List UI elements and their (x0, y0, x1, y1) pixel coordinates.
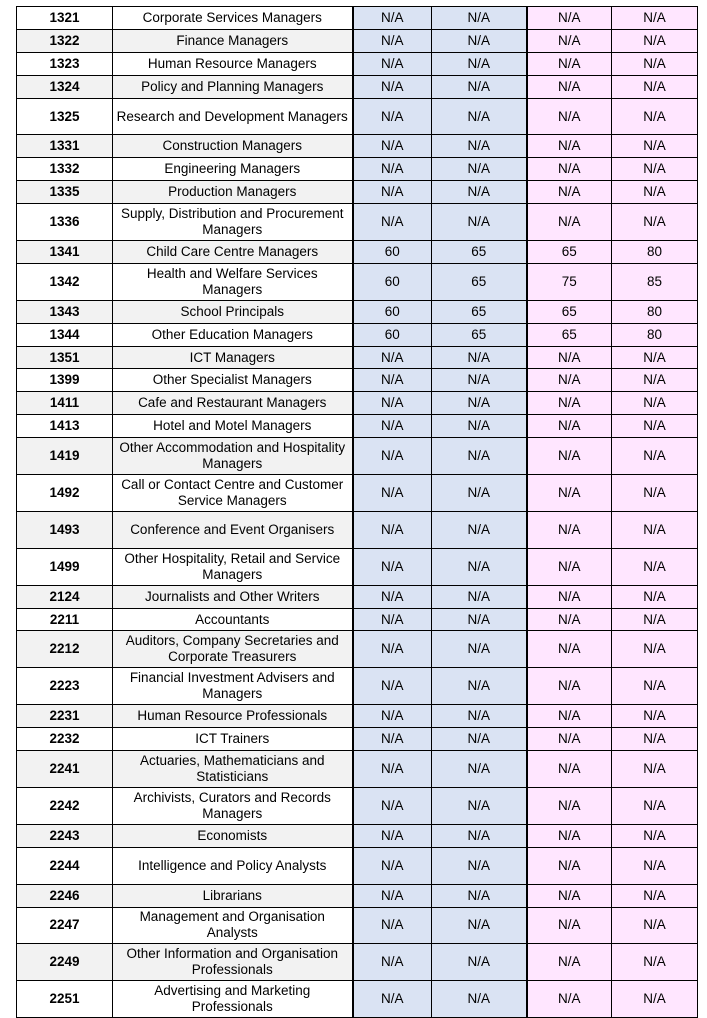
value-cell-2: N/A (432, 907, 527, 944)
occupation-code: 1324 (17, 75, 113, 98)
value-cell-4: N/A (612, 631, 698, 668)
value-cell-1: N/A (353, 751, 432, 788)
value-cell-3: N/A (527, 52, 612, 75)
occupation-code: 1322 (17, 29, 113, 52)
value-cell-1: N/A (353, 907, 432, 944)
value-cell-4: N/A (612, 944, 698, 981)
value-cell-2: 65 (432, 263, 527, 300)
value-cell-1: N/A (353, 884, 432, 907)
value-cell-1: 60 (353, 263, 432, 300)
value-cell-3: N/A (527, 204, 612, 241)
occupation-name: Child Care Centre Managers (113, 241, 353, 264)
value-cell-2: N/A (432, 787, 527, 824)
value-cell-4: N/A (612, 98, 698, 135)
value-cell-4: N/A (612, 548, 698, 585)
occupation-name: Financial Investment Advisers and Managers (113, 668, 353, 705)
value-cell-1: N/A (353, 728, 432, 751)
occupation-name: Production Managers (113, 181, 353, 204)
value-cell-4: N/A (612, 728, 698, 751)
value-cell-4: N/A (612, 346, 698, 369)
occupation-code: 2243 (17, 824, 113, 847)
occupation-code: 2249 (17, 944, 113, 981)
occupation-name: School Principals (113, 300, 353, 323)
value-cell-3: N/A (527, 907, 612, 944)
occupation-name: Economists (113, 824, 353, 847)
occupation-name: Human Resource Professionals (113, 705, 353, 728)
occupation-code: 2232 (17, 728, 113, 751)
value-cell-4: N/A (612, 847, 698, 884)
occupation-table (16, 6, 698, 1018)
table-row (17, 52, 698, 75)
table-row (17, 438, 698, 475)
occupation-code: 2212 (17, 631, 113, 668)
value-cell-4: N/A (612, 415, 698, 438)
value-cell-3: N/A (527, 475, 612, 512)
table-row (17, 75, 698, 98)
occupation-name: Construction Managers (113, 135, 353, 158)
value-cell-3: N/A (527, 29, 612, 52)
value-cell-4: 80 (612, 323, 698, 346)
value-cell-1: N/A (353, 608, 432, 631)
table-row (17, 98, 698, 135)
value-cell-2: N/A (432, 585, 527, 608)
value-cell-1: N/A (353, 631, 432, 668)
value-cell-2: N/A (432, 728, 527, 751)
value-cell-2: N/A (432, 52, 527, 75)
occupation-code: 1331 (17, 135, 113, 158)
occupation-name: ICT Trainers (113, 728, 353, 751)
occupation-code: 1499 (17, 548, 113, 585)
value-cell-2: N/A (432, 705, 527, 728)
value-cell-2: N/A (432, 608, 527, 631)
table-row (17, 705, 698, 728)
value-cell-3: N/A (527, 158, 612, 181)
value-cell-3: N/A (527, 511, 612, 548)
value-cell-3: 75 (527, 263, 612, 300)
value-cell-3: N/A (527, 135, 612, 158)
value-cell-2: N/A (432, 511, 527, 548)
occupation-name: Health and Welfare Services Managers (113, 263, 353, 300)
value-cell-4: N/A (612, 158, 698, 181)
value-cell-1: N/A (353, 29, 432, 52)
value-cell-4: N/A (612, 981, 698, 1018)
value-cell-3: 65 (527, 323, 612, 346)
value-cell-3: N/A (527, 392, 612, 415)
occupation-code: 2211 (17, 608, 113, 631)
occupation-name: Other Information and Organisation Professionals (113, 944, 353, 981)
value-cell-2: N/A (432, 415, 527, 438)
occupation-code: 1342 (17, 263, 113, 300)
table-row (17, 29, 698, 52)
value-cell-3: N/A (527, 608, 612, 631)
occupation-code: 2244 (17, 847, 113, 884)
value-cell-2: 65 (432, 323, 527, 346)
value-cell-4: N/A (612, 705, 698, 728)
table-row (17, 548, 698, 585)
value-cell-2: 65 (432, 241, 527, 264)
value-cell-1: N/A (353, 787, 432, 824)
occupation-code: 1419 (17, 438, 113, 475)
value-cell-4: 80 (612, 241, 698, 264)
value-cell-3: N/A (527, 7, 612, 30)
value-cell-3: N/A (527, 631, 612, 668)
value-cell-4: N/A (612, 135, 698, 158)
table-row (17, 585, 698, 608)
occupation-name: Corporate Services Managers (113, 7, 353, 30)
value-cell-3: N/A (527, 438, 612, 475)
table-row (17, 944, 698, 981)
table-row (17, 158, 698, 181)
occupation-code: 1411 (17, 392, 113, 415)
value-cell-4: N/A (612, 438, 698, 475)
table-row (17, 415, 698, 438)
occupation-name: Engineering Managers (113, 158, 353, 181)
value-cell-3: N/A (527, 668, 612, 705)
occupation-name: Journalists and Other Writers (113, 585, 353, 608)
value-cell-1: N/A (353, 705, 432, 728)
value-cell-3: N/A (527, 181, 612, 204)
table-row (17, 204, 698, 241)
value-cell-4: N/A (612, 511, 698, 548)
value-cell-1: N/A (353, 438, 432, 475)
occupation-name: Human Resource Managers (113, 52, 353, 75)
value-cell-1: N/A (353, 135, 432, 158)
table-row (17, 668, 698, 705)
occupation-code: 2246 (17, 884, 113, 907)
value-cell-2: N/A (432, 369, 527, 392)
value-cell-3: N/A (527, 98, 612, 135)
occupation-name: Advertising and Marketing Professionals (113, 981, 353, 1018)
value-cell-1: N/A (353, 668, 432, 705)
value-cell-3: N/A (527, 369, 612, 392)
value-cell-1: N/A (353, 981, 432, 1018)
value-cell-1: 60 (353, 300, 432, 323)
value-cell-4: N/A (612, 907, 698, 944)
value-cell-1: N/A (353, 548, 432, 585)
value-cell-2: N/A (432, 7, 527, 30)
table-row (17, 300, 698, 323)
occupation-code: 2124 (17, 585, 113, 608)
value-cell-1: N/A (353, 511, 432, 548)
value-cell-2: N/A (432, 884, 527, 907)
occupation-name: Actuaries, Mathematicians and Statisticians (113, 751, 353, 788)
value-cell-2: N/A (432, 668, 527, 705)
table-row (17, 751, 698, 788)
occupation-name: Accountants (113, 608, 353, 631)
occupation-code: 1335 (17, 181, 113, 204)
value-cell-1: N/A (353, 824, 432, 847)
table-row (17, 511, 698, 548)
table-row (17, 181, 698, 204)
table-row (17, 241, 698, 264)
value-cell-2: N/A (432, 944, 527, 981)
value-cell-4: 80 (612, 300, 698, 323)
value-cell-2: N/A (432, 29, 527, 52)
table-row (17, 475, 698, 512)
value-cell-4: 85 (612, 263, 698, 300)
occupation-name: Other Education Managers (113, 323, 353, 346)
value-cell-2: N/A (432, 475, 527, 512)
occupation-name: Policy and Planning Managers (113, 75, 353, 98)
value-cell-4: N/A (612, 181, 698, 204)
value-cell-1: N/A (353, 415, 432, 438)
occupation-name: Finance Managers (113, 29, 353, 52)
value-cell-3: N/A (527, 346, 612, 369)
value-cell-3: N/A (527, 884, 612, 907)
occupation-code: 1323 (17, 52, 113, 75)
value-cell-2: N/A (432, 346, 527, 369)
value-cell-3: N/A (527, 415, 612, 438)
table-row (17, 135, 698, 158)
value-cell-1: 60 (353, 241, 432, 264)
value-cell-1: N/A (353, 7, 432, 30)
value-cell-4: N/A (612, 392, 698, 415)
value-cell-2: N/A (432, 548, 527, 585)
value-cell-2: N/A (432, 75, 527, 98)
value-cell-1: N/A (353, 204, 432, 241)
value-cell-1: N/A (353, 475, 432, 512)
value-cell-1: N/A (353, 181, 432, 204)
value-cell-2: N/A (432, 751, 527, 788)
occupation-code: 2242 (17, 787, 113, 824)
occupation-code: 2231 (17, 705, 113, 728)
value-cell-1: N/A (353, 392, 432, 415)
value-cell-3: 65 (527, 241, 612, 264)
occupation-code: 1351 (17, 346, 113, 369)
value-cell-4: N/A (612, 204, 698, 241)
occupation-code: 1332 (17, 158, 113, 181)
occupation-name: Intelligence and Policy Analysts (113, 847, 353, 884)
value-cell-3: N/A (527, 728, 612, 751)
occupation-code: 1336 (17, 204, 113, 241)
value-cell-2: N/A (432, 204, 527, 241)
value-cell-3: N/A (527, 751, 612, 788)
occupation-code: 1325 (17, 98, 113, 135)
occupation-code: 1343 (17, 300, 113, 323)
occupation-code: 2247 (17, 907, 113, 944)
value-cell-2: N/A (432, 631, 527, 668)
value-cell-4: N/A (612, 585, 698, 608)
value-cell-2: 65 (432, 300, 527, 323)
value-cell-4: N/A (612, 369, 698, 392)
value-cell-2: N/A (432, 824, 527, 847)
occupation-name: Other Hospitality, Retail and Service Managers (113, 548, 353, 585)
value-cell-2: N/A (432, 438, 527, 475)
occupation-code: 1493 (17, 511, 113, 548)
value-cell-4: N/A (612, 52, 698, 75)
value-cell-4: N/A (612, 608, 698, 631)
value-cell-1: N/A (353, 847, 432, 884)
value-cell-3: N/A (527, 585, 612, 608)
occupation-name: Call or Contact Centre and Customer Service Managers (113, 475, 353, 512)
occupation-name: Cafe and Restaurant Managers (113, 392, 353, 415)
value-cell-1: N/A (353, 98, 432, 135)
value-cell-2: N/A (432, 181, 527, 204)
value-cell-2: N/A (432, 392, 527, 415)
occupation-name: Research and Development Managers (113, 98, 353, 135)
table-row (17, 392, 698, 415)
value-cell-2: N/A (432, 135, 527, 158)
table-row (17, 631, 698, 668)
value-cell-4: N/A (612, 787, 698, 824)
value-cell-1: N/A (353, 585, 432, 608)
table-row (17, 608, 698, 631)
value-cell-1: N/A (353, 369, 432, 392)
value-cell-4: N/A (612, 751, 698, 788)
value-cell-1: N/A (353, 158, 432, 181)
occupation-name: Hotel and Motel Managers (113, 415, 353, 438)
table-row (17, 884, 698, 907)
occupation-code: 1399 (17, 369, 113, 392)
occupation-code: 1321 (17, 7, 113, 30)
occupation-name: Librarians (113, 884, 353, 907)
value-cell-3: N/A (527, 548, 612, 585)
value-cell-4: N/A (612, 75, 698, 98)
value-cell-1: N/A (353, 75, 432, 98)
value-cell-3: N/A (527, 824, 612, 847)
value-cell-3: 65 (527, 300, 612, 323)
occupation-code: 1413 (17, 415, 113, 438)
occupation-name: Management and Organisation Analysts (113, 907, 353, 944)
value-cell-2: N/A (432, 847, 527, 884)
value-cell-1: 60 (353, 323, 432, 346)
table-row (17, 787, 698, 824)
occupation-name: Conference and Event Organisers (113, 511, 353, 548)
value-cell-1: N/A (353, 944, 432, 981)
occupation-code: 1341 (17, 241, 113, 264)
value-cell-2: N/A (432, 981, 527, 1018)
table-row (17, 981, 698, 1018)
value-cell-4: N/A (612, 884, 698, 907)
occupation-code: 1344 (17, 323, 113, 346)
value-cell-3: N/A (527, 981, 612, 1018)
occupation-code: 1492 (17, 475, 113, 512)
value-cell-3: N/A (527, 705, 612, 728)
occupation-name: Other Accommodation and Hospitality Managers (113, 438, 353, 475)
table-row (17, 7, 698, 30)
value-cell-3: N/A (527, 944, 612, 981)
value-cell-1: N/A (353, 52, 432, 75)
occupation-name: Archivists, Curators and Records Managers (113, 787, 353, 824)
value-cell-3: N/A (527, 847, 612, 884)
value-cell-1: N/A (353, 346, 432, 369)
value-cell-3: N/A (527, 787, 612, 824)
occupation-code: 2223 (17, 668, 113, 705)
value-cell-2: N/A (432, 98, 527, 135)
table-row (17, 728, 698, 751)
value-cell-4: N/A (612, 7, 698, 30)
table-row (17, 907, 698, 944)
table-row (17, 323, 698, 346)
value-cell-2: N/A (432, 158, 527, 181)
occupation-name: ICT Managers (113, 346, 353, 369)
occupation-name: Other Specialist Managers (113, 369, 353, 392)
value-cell-3: N/A (527, 75, 612, 98)
table-row (17, 847, 698, 884)
value-cell-4: N/A (612, 29, 698, 52)
table-row (17, 824, 698, 847)
occupation-name: Auditors, Company Secretaries and Corporate Treasurers (113, 631, 353, 668)
occupation-code: 2251 (17, 981, 113, 1018)
table-body (17, 7, 698, 1018)
occupation-name: Supply, Distribution and Procurement Managers (113, 204, 353, 241)
table-row (17, 346, 698, 369)
table-row (17, 369, 698, 392)
occupation-code: 2241 (17, 751, 113, 788)
value-cell-4: N/A (612, 668, 698, 705)
table-row (17, 263, 698, 300)
value-cell-4: N/A (612, 475, 698, 512)
value-cell-4: N/A (612, 824, 698, 847)
